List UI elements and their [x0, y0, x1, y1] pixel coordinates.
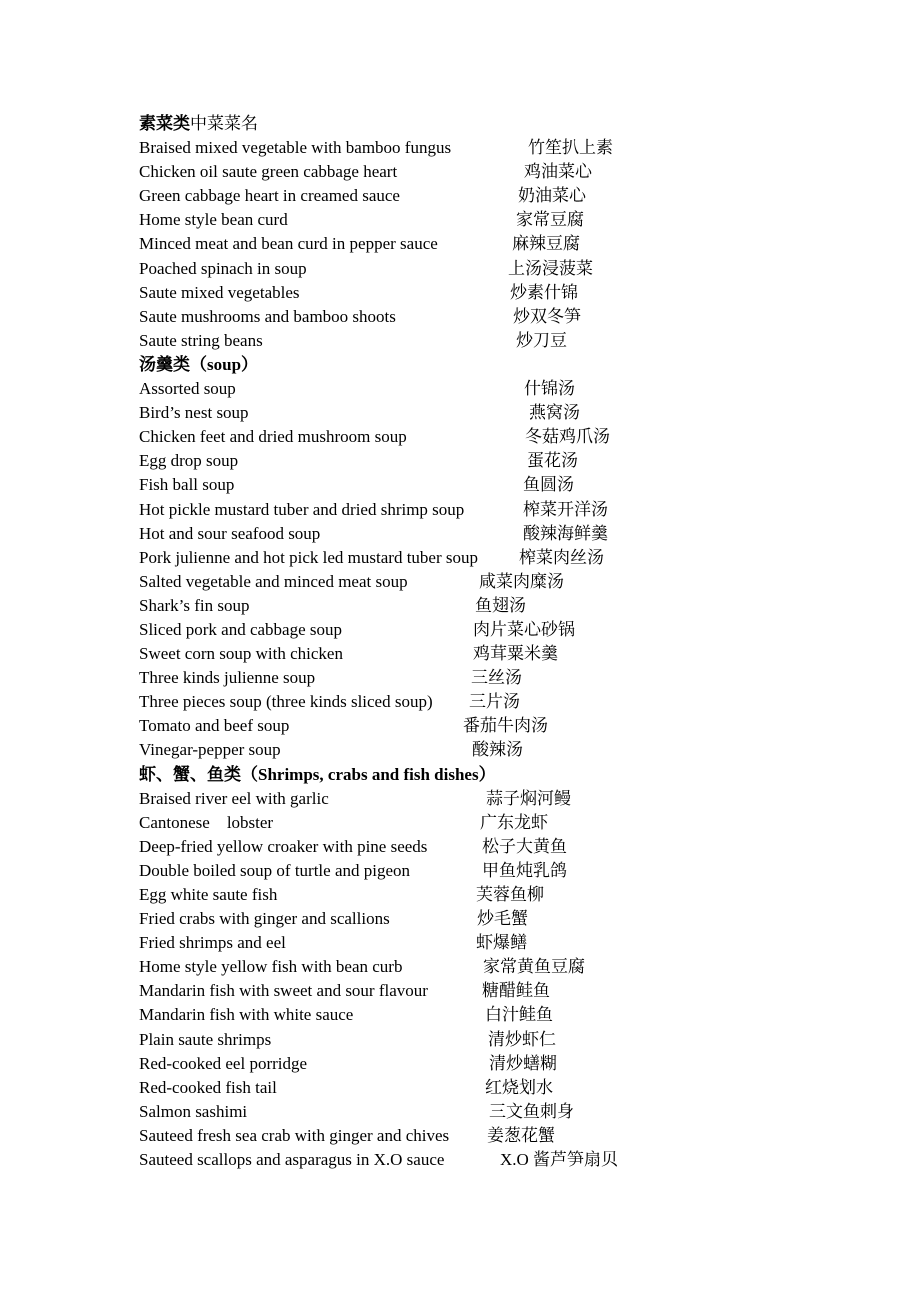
dish-name-chinese: 什锦汤	[524, 379, 575, 399]
dish-name-chinese: 燕窝汤	[529, 403, 580, 423]
dish-name-english: Bird’s nest soup	[139, 403, 249, 423]
dish-name-chinese: 炒毛蟹	[477, 909, 528, 929]
menu-item	[139, 136, 613, 160]
dish-name-chinese: 竹笙扒上素	[528, 138, 613, 158]
dish-name-chinese: 鱼圆汤	[523, 475, 574, 495]
menu-item	[139, 1100, 574, 1124]
dish-name-english: Shark’s fin soup	[139, 595, 250, 615]
menu-item	[139, 305, 581, 329]
dish-name-english: Braised mixed vegetable with bamboo fungus	[139, 138, 452, 158]
dish-name-chinese: 榨菜肉丝汤	[519, 547, 604, 567]
dish-name-chinese: 松子大黄鱼	[482, 836, 567, 856]
menu-item	[139, 473, 574, 497]
dish-name-english: Fish ball soup	[139, 475, 235, 495]
dish-name-english: Home style bean curd	[139, 210, 288, 230]
section-heading	[139, 112, 496, 136]
dish-name-english: Vinegar-pepper soup	[139, 740, 281, 760]
dish-name-chinese: 咸菜肉糜汤	[479, 571, 564, 591]
menu-item	[139, 714, 548, 738]
dish-name-english: Plain saute shrimps	[139, 1029, 272, 1049]
dish-name-chinese: 奶油菜心	[518, 186, 586, 206]
dish-name-chinese: 家常黄鱼豆腐	[483, 957, 585, 977]
dish-name-english: Sliced pork and cabbage soup	[139, 619, 342, 639]
dish-name-english: Three pieces soup (three kinds sliced soup)	[139, 692, 433, 712]
dish-name-chinese: 清炒虾仁	[488, 1029, 556, 1049]
dish-name-english: Saute mixed vegetables	[139, 282, 300, 302]
dish-name-english: Salted vegetable and minced meat soup	[139, 571, 408, 591]
dish-name-english: Minced meat and bean curd in pepper sauce	[139, 234, 438, 254]
dish-name-english: Poached spinach in soup	[139, 258, 307, 278]
dish-name-english: Braised river eel with garlic	[139, 788, 329, 808]
dish-name-chinese: 家常豆腐	[516, 210, 584, 230]
dish-name-chinese: 酸辣海鲜羹	[523, 523, 608, 543]
dish-name-chinese: X.O 酱芦笋扇贝	[500, 1150, 619, 1170]
menu-item	[139, 257, 593, 281]
dish-name-english: Sweet corn soup with chicken	[139, 644, 343, 664]
dish-name-chinese: 冬菇鸡爪汤	[525, 427, 610, 447]
dish-name-chinese: 麻辣豆腐	[512, 234, 580, 254]
menu-item	[139, 811, 548, 835]
dish-name-english: Salmon sashimi	[139, 1101, 248, 1121]
dish-name-chinese: 酸辣汤	[472, 740, 523, 760]
dish-name-chinese: 蒜子焖河鳗	[486, 788, 571, 808]
menu-item	[139, 570, 564, 594]
dish-name-chinese: 番茄牛肉汤	[463, 716, 548, 736]
menu-list	[139, 112, 619, 1172]
dish-name-english: Egg drop soup	[139, 451, 239, 471]
menu-item	[139, 907, 528, 931]
menu-item	[139, 1148, 619, 1172]
dish-name-english: Mandarin fish with white sauce	[139, 1005, 354, 1025]
dish-name-english: Green cabbage heart in creamed sauce	[139, 186, 400, 206]
dish-name-english: Fried shrimps and eel	[139, 933, 286, 953]
dish-name-chinese: 炒素什锦	[510, 282, 578, 302]
dish-name-chinese: 清炒蟮糊	[489, 1053, 557, 1073]
menu-item	[139, 1052, 557, 1076]
section-heading-normal: 中菜菜名	[190, 114, 258, 133]
dish-name-chinese: 芙蓉鱼柳	[476, 885, 544, 904]
dish-name-chinese: 姜葱花蟹	[487, 1125, 555, 1145]
dish-name-english: Mandarin fish with sweet and sour flavour	[139, 981, 428, 1001]
menu-item	[139, 329, 567, 353]
section-heading	[139, 353, 496, 377]
dish-name-english: Pork julienne and hot pick led mustard tuber soup	[139, 547, 478, 567]
menu-item	[139, 377, 575, 401]
menu-item	[139, 979, 550, 1003]
dish-name-english: Saute mushrooms and bamboo shoots	[139, 306, 396, 326]
menu-item	[139, 1124, 555, 1148]
dish-name-english: Home style yellow fish with bean curb	[139, 957, 403, 977]
dish-name-chinese: 三丝汤	[471, 668, 522, 688]
dish-name-english: Red-cooked eel porridge	[139, 1053, 308, 1073]
dish-name-chinese: 炒刀豆	[516, 330, 567, 350]
dish-name-english: Saute string beans	[139, 330, 263, 350]
menu-item	[139, 1003, 553, 1027]
dish-name-chinese: 白汁鲑鱼	[485, 1005, 553, 1025]
menu-item	[139, 1028, 556, 1052]
menu-item	[139, 955, 585, 979]
dish-name-english: Three kinds julienne soup	[139, 668, 316, 688]
menu-item	[139, 281, 578, 305]
menu-item	[139, 931, 527, 955]
dish-name-chinese: 三片汤	[469, 692, 520, 712]
dish-name-chinese: 糖醋鲑鱼	[482, 981, 550, 1001]
menu-item	[139, 835, 567, 859]
dish-name-english: Hot and sour seafood soup	[139, 523, 321, 543]
menu-item	[139, 184, 586, 208]
dish-name-chinese: 鸡油菜心	[524, 162, 592, 182]
section-heading-bold: 虾、蟹、鱼类（Shrimps, crabs and fish dishes）	[139, 764, 496, 784]
menu-item	[139, 498, 608, 522]
menu-item	[139, 642, 558, 666]
section-heading-bold: 素菜类	[139, 114, 190, 133]
dish-name-english: Fried crabs with ginger and scallions	[139, 909, 390, 929]
dish-name-chinese: 三文鱼刺身	[489, 1101, 574, 1121]
menu-item	[139, 522, 608, 546]
dish-name-chinese: 上汤浸菠菜	[508, 258, 593, 278]
dish-name-english: Hot pickle mustard tuber and dried shrimp soup	[139, 499, 465, 519]
menu-item	[139, 449, 578, 473]
dish-name-english: Sauteed scallops and asparagus in X.O sauce	[139, 1150, 445, 1170]
menu-item	[139, 690, 520, 714]
dish-name-english: Chicken feet and dried mushroom soup	[139, 427, 407, 447]
dish-name-chinese: 榨菜开洋汤	[523, 499, 608, 519]
menu-item	[139, 232, 580, 256]
menu-item	[139, 883, 544, 907]
dish-name-english: Red-cooked fish tail	[139, 1077, 277, 1097]
dish-name-english: Tomato and beef soup	[139, 716, 290, 736]
dish-name-english: Double boiled soup of turtle and pigeon	[139, 860, 411, 880]
dish-name-chinese: 鸡茸粟米羹	[473, 644, 558, 664]
dish-name-english: Sauteed fresh sea crab with ginger and chives	[139, 1125, 450, 1145]
dish-name-chinese: 肉片菜心砂锅	[473, 619, 575, 639]
dish-name-english: Assorted soup	[139, 379, 236, 399]
dish-name-english: Chicken oil saute green cabbage heart	[139, 162, 398, 182]
menu-item	[139, 160, 592, 184]
section-heading	[139, 763, 496, 787]
menu-item	[139, 787, 571, 811]
menu-item	[139, 401, 580, 425]
menu-item	[139, 594, 526, 618]
menu-item	[139, 1076, 553, 1100]
menu-item	[139, 859, 567, 883]
menu-item	[139, 666, 522, 690]
dish-name-chinese: 鱼翅汤	[475, 595, 526, 615]
dish-name-chinese: 蛋花汤	[527, 451, 578, 471]
dish-name-chinese: 虾爆鳝	[476, 933, 527, 953]
dish-name-chinese: 广东龙虾	[480, 812, 548, 832]
menu-item	[139, 546, 604, 570]
menu-item	[139, 425, 610, 449]
dish-name-english: Cantonese lobster	[139, 812, 274, 832]
dish-name-english: Deep-fried yellow croaker with pine seeds	[139, 836, 428, 856]
dish-name-chinese: 甲鱼炖乳鸽	[482, 860, 567, 880]
menu-item	[139, 618, 575, 642]
menu-item	[139, 208, 584, 232]
section-heading-bold: 汤羹类（soup）	[139, 354, 259, 374]
dish-name-english: Egg white saute fish	[139, 885, 278, 904]
dish-name-chinese: 炒双冬笋	[513, 306, 581, 326]
menu-item	[139, 738, 523, 762]
dish-name-chinese: 红烧划水	[485, 1077, 553, 1097]
